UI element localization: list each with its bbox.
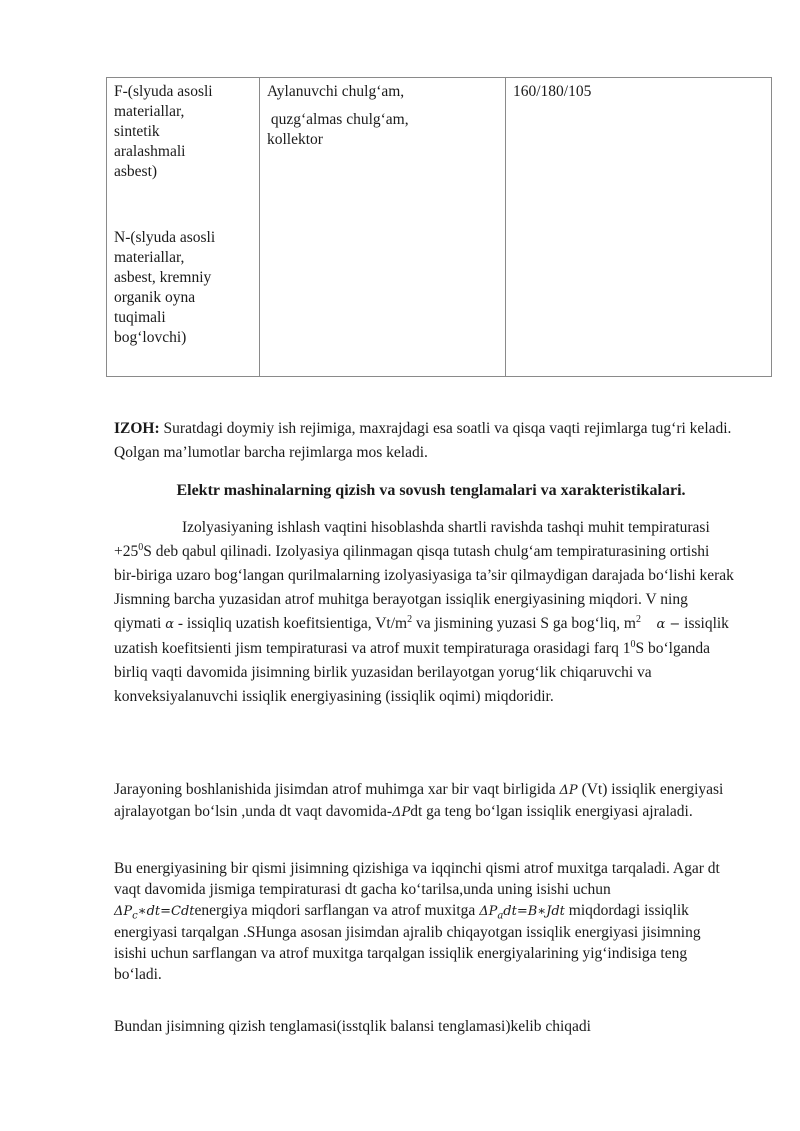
text-run: S bo‘lganda birliq vaqti davomida jisimning birlik yuzasidan berilayotgan yorug‘lik chiqaruvchi va konveksiyalanuvchi issiqlik energiyasining (issiqlik oqimi) miqdoridir. [114,640,710,705]
text-run: - issiqliq uzatish koefitsientiga, Vt/m [174,615,408,632]
subscript: a [497,910,504,922]
paragraph-1 [114,516,734,709]
superscript: 0 [630,638,636,650]
paragraph-2 [114,779,734,823]
text-run: Jarayoning boshlanishida jisimdan atrof muhimga xar bir vaqt birligida [114,781,560,798]
text-run: S deb qabul qilinadi. Izolyasiya qilinmagan qisqa tutash chulg‘am tempiraturasining ortishi bir-biriga uzaro bog‘langan qurilmalarning izolyasiyasiga ta’sir qilmaydigan darajada bo‘lishi kerak Jismning barcha yuzasidan atrof muhitga berayotgan issiqlik energiyasining miqdori. V ning qiymati [114,543,734,632]
text-line: kollektor [267,131,323,148]
note-label: IZOH: [114,420,160,437]
formula-part: ΔP [479,904,498,919]
insulation-materials-cell [107,78,260,377]
alpha-symbol: α − [656,617,681,632]
text-run: dt ga teng bo‘lgan issiqlik energiyasi ajraladi. [410,803,693,820]
formula: ΔP [392,805,411,820]
temperature-values-cell [506,78,772,377]
text-line: sintetik [114,123,160,140]
text-line: quzg‘almas chulg‘am, [267,111,409,128]
text-run: va jismining yuzasi S ga bog‘liq, m [412,615,636,632]
subscript: c [132,910,138,922]
text-line: F-(slyuda asosli [114,83,213,100]
class-n-materials [114,228,253,348]
insulation-class-table [106,77,772,377]
superscript: 2 [635,613,641,625]
class-f-materials [114,82,253,182]
formula-part: ΔP [114,904,133,919]
formula [479,904,565,922]
text-run: (Vt) issiqlik energiyasi ajralayotgan bo‘lsin ,unda dt vaqt davomida- [114,781,724,820]
alpha-symbol: α [165,617,175,632]
formula: ΔP [559,783,578,798]
text-line: aralashmali [114,143,186,160]
table-row [107,78,772,377]
paragraph-3 [114,858,734,985]
text-run: Bu energiyasining bir qismi jisimning qizishiga va iqqinchi qismi atrof muxitga tarqaladi. Agar dt vaqt davomida jismiga tempiraturasi dt gacha ko‘tarilsa,unda uning isishi uchun [114,860,720,898]
text-line: asbest, kremniy [114,269,212,286]
text-line: Aylanuvchi chulg‘am, [267,83,405,100]
formula [114,904,195,922]
note-paragraph [114,417,734,465]
superscript: 0 [138,541,144,553]
text-line: materiallar, [114,103,185,120]
text-line: materiallar, [114,249,185,266]
text-line: bog‘lovchi) [114,329,187,346]
superscript: 2 [407,613,413,625]
winding-types-cell [260,78,506,377]
formula-part: ∗dt=Cdt [137,904,195,919]
text-line: organik oyna [114,289,196,306]
text-run [641,615,657,632]
text-run: miqdordagi issiqlik energiyasi tarqalgan .SHunga asosan jisimdan ajralib chiqayotgan issiqlik energiyasi jisimning isishi uchun sarflangan va atrof muxitga tarqalgan issiqlik energiyalarining yig‘indisiga teng bo‘ladi. [114,902,701,983]
formula-part: dt=B∗Jdt [503,904,565,919]
paragraph-4: Bundan jisimning qizish tenglamasi(isstqlik balansi tenglamasi)kelib chiqadi [114,1018,591,1035]
text-run: energiya miqdori sarflangan va atrof muxitga [194,902,480,919]
temperature-values: 160/180/105 [513,83,592,100]
section-heading: Elektr mashinalarning qizish va sovush tenglamalari va xarakteristikalari. [176,482,686,499]
text-run: Izolyasiyaning ishlash vaqtini hisoblashda shartli ravishda tashqi muhit tempiraturasi +25 [114,519,710,560]
text-run: issiqlik uzatish koefitsienti jism tempiraturasi va atrof muxit tempiraturaga orasidagi farq 1 [114,615,729,657]
text-line: asbest) [114,163,158,180]
text-line: tuqimali [114,309,166,326]
note-text: Suratdagi doymiy ish rejimiga, maxrajdagi esa soatli va qisqa vaqti rejimlarga tug‘ri keladi. Qolgan ma’lumotlar barcha rejimlarga mos keladi. [114,420,732,461]
text-line: N-(slyuda asosli [114,229,216,246]
